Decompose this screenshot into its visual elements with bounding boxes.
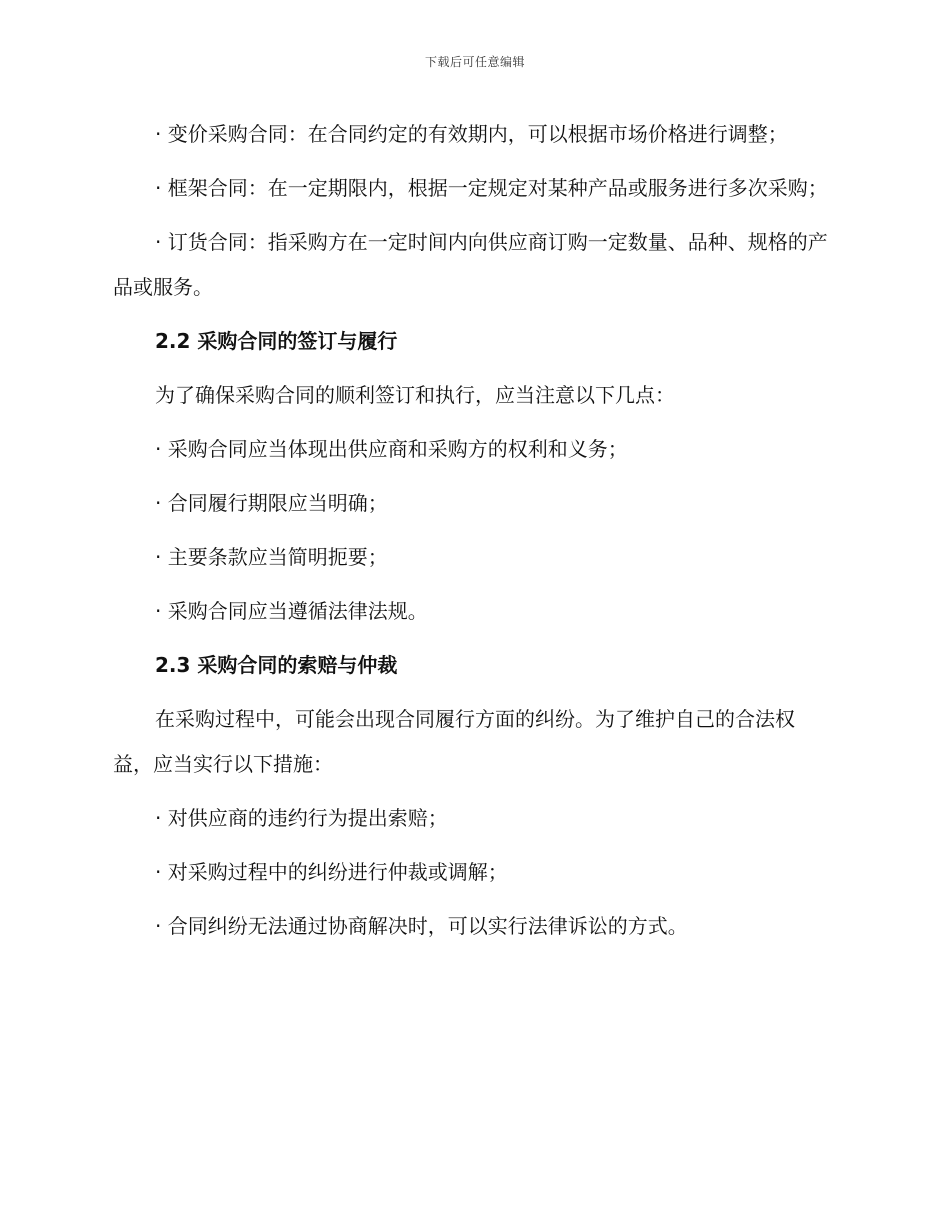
bullet-variable-price-contract: · 变价采购合同：在合同约定的有效期内，可以根据市场价格进行调整； [155, 122, 788, 146]
bullet-order-contract: · 订货合同：指采购方在一定时间内向供应商订购一定数量、品种、规格的产品或服务。 [113, 230, 828, 299]
section-2-3-intro: 在采购过程中，可能会出现合同履行方面的纠纷。为了维护自己的合法权益，应当实行以下措施： [113, 707, 795, 776]
bullet-follow-law: · 采购合同应当遵循法律法规。 [155, 599, 428, 623]
bullet-term-clear: · 合同履行期限应当明确； [155, 491, 388, 515]
bullet-claim: · 对供应商的违约行为提出索赔； [155, 806, 448, 830]
section-heading-2-2: 2.2 采购合同的签订与履行 [155, 329, 398, 353]
section-heading-2-3: 2.3 采购合同的索赔与仲裁 [155, 653, 398, 677]
header-note: 下载后可任意编辑 [424, 55, 525, 69]
bullet-framework-contract: · 框架合同：在一定期限内，根据一定规定对某种产品或服务进行多次采购； [155, 176, 828, 200]
section-2-2-intro: 为了确保采购合同的顺利签订和执行，应当注意以下几点： [155, 383, 675, 407]
bullet-arbitration: · 对采购过程中的纠纷进行仲裁或调解； [155, 860, 508, 884]
document-body [113, 112, 833, 958]
bullet-litigation: · 合同纠纷无法通过协商解决时，可以实行法律诉讼的方式。 [155, 914, 688, 938]
bullet-terms-concise: · 主要条款应当简明扼要； [155, 545, 388, 569]
bullet-rights-obligations: · 采购合同应当体现出供应商和采购方的权利和义务； [155, 437, 628, 461]
